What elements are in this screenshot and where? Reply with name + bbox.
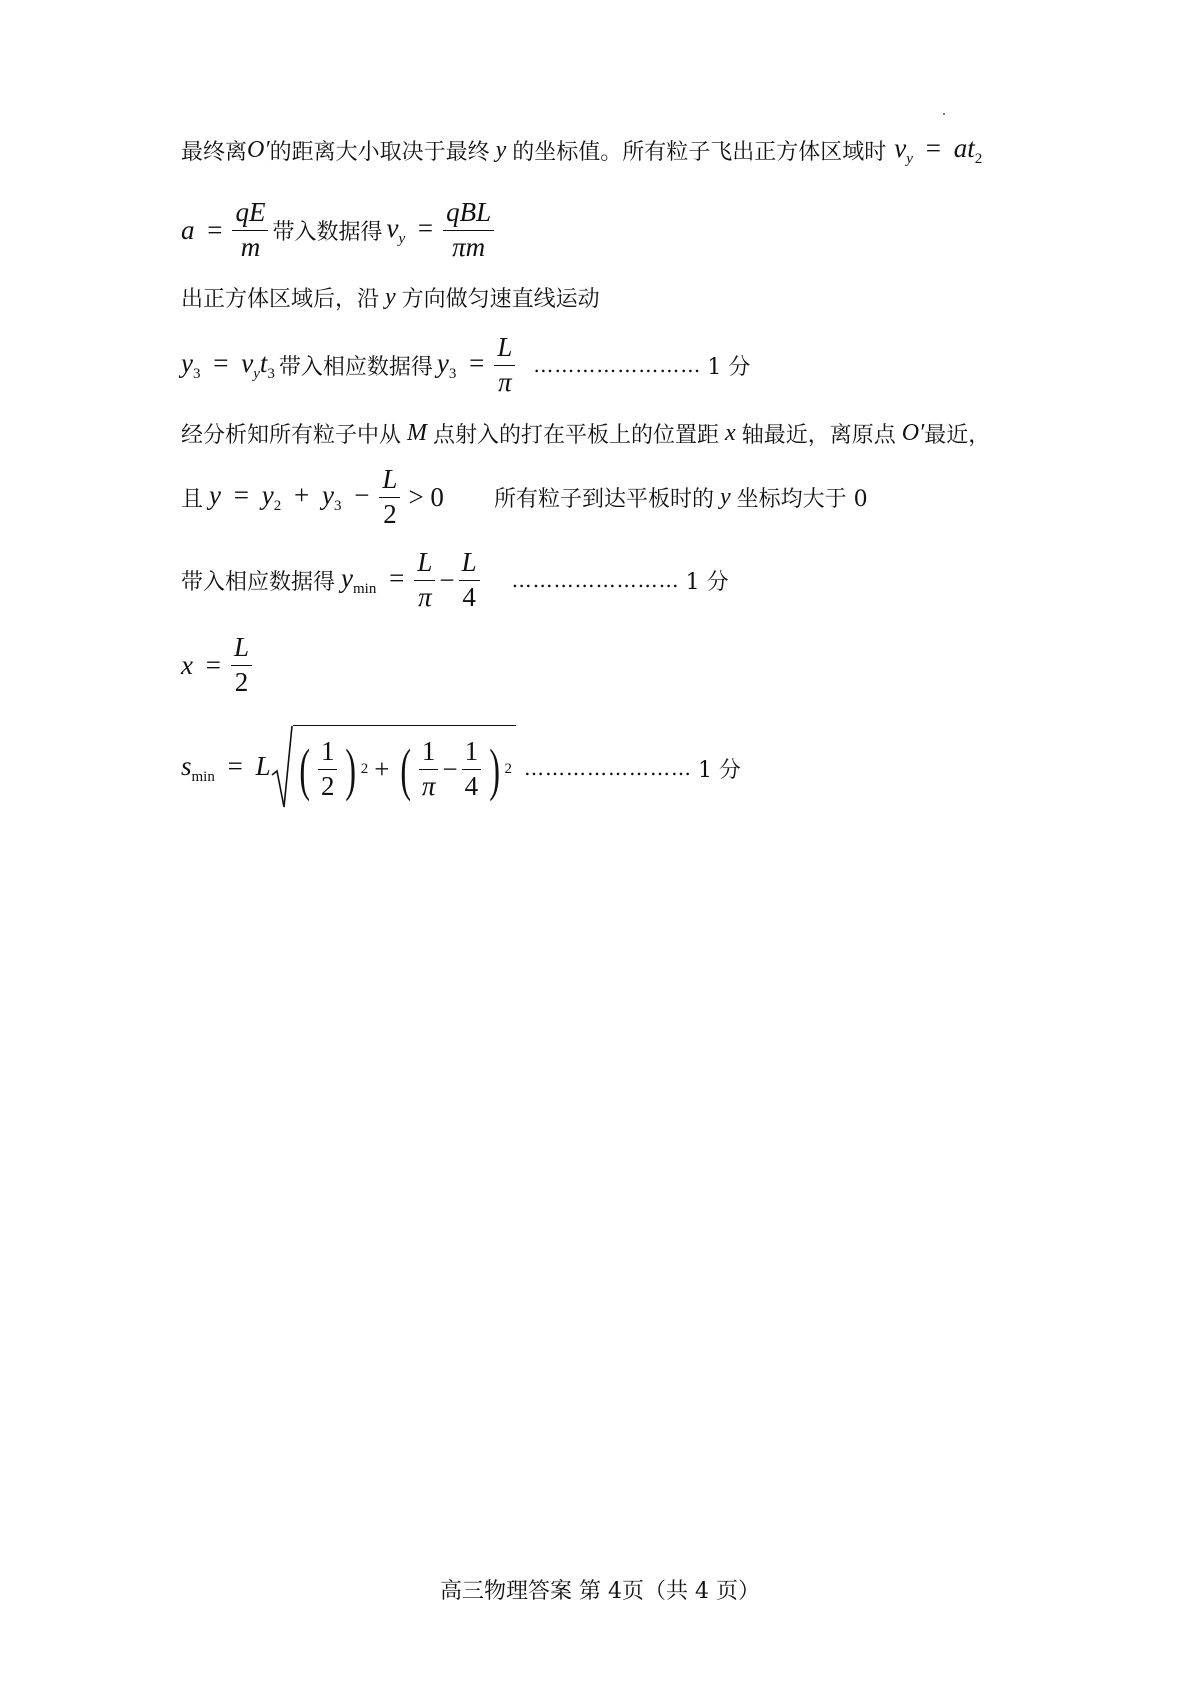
- equals: =: [227, 750, 243, 781]
- line-5: [181, 418, 990, 449]
- var-y: y: [261, 479, 274, 510]
- var-l: L: [255, 750, 271, 781]
- line-1: [181, 133, 982, 168]
- var-y: y: [719, 483, 731, 510]
- numerator: L: [379, 465, 400, 498]
- sub-3: 3: [333, 497, 342, 514]
- var-a: a: [953, 133, 968, 163]
- equals: =: [417, 212, 434, 243]
- var-a: a: [181, 214, 195, 245]
- sub-3: 3: [448, 365, 457, 382]
- fraction-qbl-pim: [443, 198, 494, 262]
- score-label: 1 分: [707, 354, 751, 380]
- exponent-2: 2: [360, 761, 369, 777]
- text: 的坐标值。所有粒子飞出正方体区域时: [512, 140, 887, 165]
- numerator: L: [459, 548, 480, 581]
- sub-min: min: [191, 768, 215, 785]
- fraction-1-4: [462, 737, 482, 801]
- o-prime: O′: [247, 137, 270, 163]
- paren-group-2: ( $\frac{1}{\pi}$ − $\frac{1}{4}$ ): [399, 736, 501, 802]
- var-y: y: [321, 479, 334, 510]
- sub-3: 3: [267, 365, 275, 382]
- line-3: [181, 282, 600, 313]
- page-footer: 高三物理答案 第 4页（共 4 页）: [440, 1579, 760, 1604]
- equals: =: [389, 562, 405, 593]
- sub-y: y: [253, 365, 260, 382]
- text: 方向做匀速直线运动: [401, 287, 600, 312]
- score-label: 1 分: [697, 757, 741, 783]
- numerator: qE: [232, 198, 268, 231]
- minus: −: [442, 754, 458, 784]
- text: 出正方体区域后，沿: [181, 287, 380, 312]
- numerator: 1: [462, 737, 482, 770]
- numerator: 1: [318, 737, 338, 770]
- numerator: L: [494, 333, 515, 366]
- plus: +: [293, 479, 310, 510]
- text: 坐标均大于 0: [736, 486, 868, 512]
- line-6: [181, 465, 868, 529]
- text: 最近，: [924, 423, 991, 448]
- denominator: π: [498, 366, 512, 397]
- equals: =: [213, 347, 229, 378]
- square-root: [271, 725, 516, 811]
- fraction-l-2: [379, 465, 400, 529]
- minus: −: [439, 564, 455, 595]
- sub-3: 3: [192, 365, 201, 382]
- var-t: t: [967, 133, 975, 163]
- fraction-qe-m: [232, 198, 268, 262]
- line-8: [181, 633, 256, 697]
- var-y: y: [181, 347, 193, 378]
- var-v: v: [894, 133, 907, 163]
- numerator: 1: [419, 737, 439, 770]
- numerator: qBL: [443, 198, 494, 231]
- equals: =: [469, 347, 485, 378]
- line-2: [181, 198, 498, 262]
- equals: =: [205, 649, 221, 680]
- score-label: 1 分: [685, 569, 729, 595]
- sub-y: y: [906, 151, 913, 167]
- point-m: M: [407, 420, 428, 446]
- text: 最终离: [181, 140, 248, 165]
- o-prime: O′: [901, 420, 925, 446]
- fraction-l-2: [231, 633, 252, 697]
- sub-min: min: [353, 580, 377, 597]
- exponent-2: 2: [504, 761, 512, 777]
- leader-dots: ……………………: [533, 353, 702, 378]
- text: 且: [181, 486, 204, 512]
- text: 带入相应数据得: [181, 569, 336, 595]
- denominator: 4: [462, 581, 476, 612]
- equals: =: [207, 214, 223, 245]
- greater-than-zero: > 0: [408, 481, 444, 512]
- radical-sign-icon: [271, 725, 293, 811]
- var-s: s: [181, 750, 192, 781]
- fraction-l-pi: [414, 548, 435, 612]
- text: 的距离大小取决于最终: [269, 140, 490, 165]
- sub-2: 2: [974, 151, 983, 167]
- var-t: t: [259, 347, 268, 378]
- leader-dots: ……………………: [523, 756, 692, 780]
- denominator: πm: [452, 231, 486, 262]
- fraction-l-pi: [494, 333, 515, 397]
- denominator: 2: [320, 771, 335, 801]
- fraction-l-4: [459, 548, 480, 612]
- numerator: L: [231, 633, 252, 666]
- text: 点射入的打在平板上的位置距: [433, 423, 720, 448]
- denominator: m: [240, 231, 261, 262]
- leader-dots: ……………………: [511, 568, 680, 593]
- denominator: 2: [234, 666, 249, 697]
- var-y: y: [341, 562, 353, 593]
- line-9: [181, 725, 741, 811]
- sub-y: y: [398, 230, 406, 247]
- var-y: y: [436, 347, 449, 378]
- text: 经分析知所有粒子中从: [181, 423, 402, 448]
- sub-2: 2: [273, 497, 282, 514]
- line-7: [181, 548, 729, 612]
- equals: =: [925, 133, 941, 163]
- paren-group-1: ( $\frac{1}{2}$ ): [298, 736, 357, 802]
- fraction-1-2: [318, 737, 338, 801]
- numerator: L: [414, 548, 435, 581]
- var-y: y: [495, 137, 507, 163]
- minus: −: [354, 479, 370, 510]
- denominator: 4: [464, 771, 479, 801]
- var-x: x: [181, 649, 193, 680]
- text: 轴最近，离原点: [741, 423, 896, 448]
- var-v: v: [241, 347, 254, 378]
- denominator: π: [418, 581, 432, 612]
- fraction-1-pi: [419, 737, 439, 801]
- var-y: y: [209, 479, 221, 510]
- stray-dot: [943, 113, 945, 115]
- denominator: 2: [383, 498, 397, 529]
- text: 带入相应数据得: [278, 354, 433, 380]
- plus: +: [374, 754, 390, 784]
- equals: =: [233, 479, 249, 510]
- line-4: [181, 333, 750, 397]
- text: 带入数据得: [272, 219, 383, 245]
- var-y: y: [385, 284, 396, 310]
- text: 所有粒子到达平板时的: [493, 486, 714, 512]
- var-x: x: [725, 420, 736, 446]
- var-v: v: [386, 212, 399, 243]
- denominator: π: [421, 771, 436, 801]
